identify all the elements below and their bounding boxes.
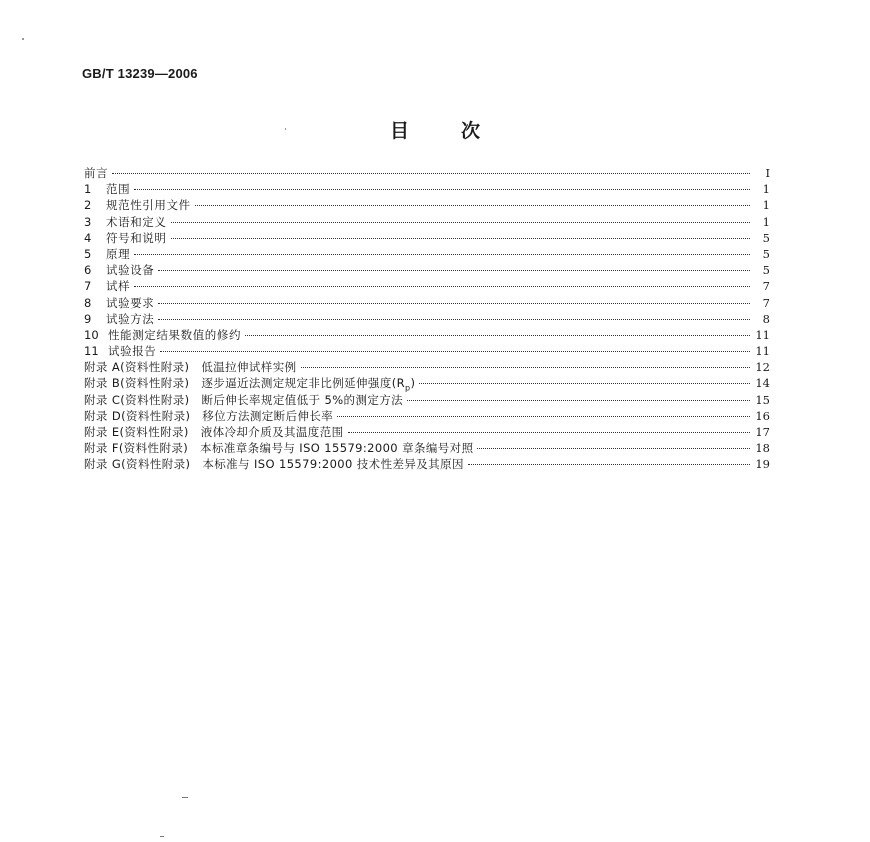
toc-entry-label-text: 试验报告 bbox=[108, 344, 157, 359]
toc-dot-leader bbox=[134, 286, 750, 287]
toc-dot-leader bbox=[301, 367, 751, 368]
toc-entry-number: 6 bbox=[84, 263, 92, 278]
toc-entry-page: 16 bbox=[755, 408, 770, 423]
toc-entry-page: 7 bbox=[762, 279, 770, 294]
toc-dot-leader bbox=[158, 270, 750, 271]
toc-dot-leader bbox=[477, 448, 750, 449]
toc-dot-leader bbox=[158, 303, 750, 304]
standard-code: GB/T 13239—2006 bbox=[82, 66, 198, 81]
toc-dot-leader bbox=[468, 464, 750, 465]
toc-entry-label-text: 试样 bbox=[106, 279, 131, 294]
toc-entry-number: 10 bbox=[84, 327, 99, 342]
toc-entry-label-suffix: ) bbox=[410, 376, 416, 391]
toc-entry-label-text: 试验要求 bbox=[106, 295, 155, 310]
toc-entry-page: 11 bbox=[755, 327, 770, 342]
toc-entry bbox=[84, 181, 770, 197]
table-of-contents bbox=[84, 165, 770, 473]
toc-entry-label bbox=[106, 230, 167, 246]
toc-dot-leader bbox=[171, 238, 751, 239]
toc-entry-label bbox=[106, 214, 167, 230]
toc-entry bbox=[84, 246, 770, 262]
toc-entry-label bbox=[106, 311, 154, 327]
toc-entry-label-text: 附录 A(资料性附录) 低温拉伸试样实例 bbox=[84, 360, 297, 375]
toc-entry-page: 1 bbox=[762, 182, 770, 197]
toc-entry-page: 19 bbox=[755, 457, 770, 472]
toc-entry-label bbox=[106, 197, 191, 213]
toc-dot-leader bbox=[134, 254, 750, 255]
toc-entry-label-text: 附录 C(资料性附录) 断后伸长率规定值低于 5%的测定方法 bbox=[84, 392, 404, 407]
toc-entry-label bbox=[84, 359, 297, 375]
scan-speck bbox=[285, 128, 286, 130]
toc-entry bbox=[84, 165, 770, 181]
toc-entry-page: 15 bbox=[755, 392, 770, 407]
toc-dot-leader bbox=[245, 335, 750, 336]
toc-title-char-1: 目 bbox=[389, 120, 409, 142]
toc-entry-page: 7 bbox=[762, 295, 770, 310]
toc-entry bbox=[84, 262, 770, 278]
toc-dot-leader bbox=[134, 189, 750, 190]
toc-entry-page: 14 bbox=[755, 376, 770, 391]
scan-speck bbox=[182, 797, 188, 798]
toc-dot-leader bbox=[419, 383, 750, 384]
toc-entry-label-text: 原理 bbox=[106, 246, 131, 261]
toc-entry-number: 1 bbox=[84, 182, 92, 197]
toc-dot-leader bbox=[337, 416, 750, 417]
toc-entry-label bbox=[106, 181, 130, 197]
toc-entry-number: 7 bbox=[84, 279, 92, 294]
toc-entry-label-text: 规范性引用文件 bbox=[106, 198, 191, 213]
toc-entry bbox=[84, 392, 770, 408]
toc-entry-label bbox=[84, 440, 473, 456]
toc-entry-label-text: 试验设备 bbox=[106, 263, 155, 278]
toc-entry-number: 4 bbox=[84, 230, 92, 245]
toc-entry-label-text: 前言 bbox=[84, 166, 109, 180]
toc-entry-label bbox=[84, 165, 108, 181]
toc-dot-leader bbox=[158, 319, 750, 320]
toc-entry bbox=[84, 375, 770, 391]
toc-entry bbox=[84, 456, 770, 472]
toc-entry-number: 11 bbox=[84, 344, 99, 359]
toc-entry-label-text: 附录 D(资料性附录) 移位方法测定断后伸长率 bbox=[84, 408, 334, 423]
toc-entry-label bbox=[84, 392, 403, 408]
toc-entry-page: 1 bbox=[762, 198, 770, 213]
toc-entry-number: 5 bbox=[84, 246, 92, 261]
toc-entry-page: 18 bbox=[755, 441, 770, 456]
toc-entry-label bbox=[106, 278, 130, 294]
toc-entry-label bbox=[106, 295, 154, 311]
toc-entry bbox=[84, 408, 770, 424]
toc-dot-leader bbox=[348, 432, 751, 433]
toc-entry-label-text: 附录 G(资料性附录) 本标准与 ISO 15579:2000 技术性差异及其原因 bbox=[84, 457, 464, 472]
toc-entry bbox=[84, 327, 770, 343]
toc-title-char-2: 次 bbox=[461, 120, 481, 142]
toc-entry bbox=[84, 230, 770, 246]
toc-entry-page: 11 bbox=[755, 344, 770, 359]
toc-entry-page: 5 bbox=[762, 230, 770, 245]
toc-entry-label bbox=[106, 246, 130, 262]
toc-entry-label bbox=[108, 327, 241, 343]
toc-entry-label bbox=[84, 408, 333, 424]
toc-entry-label bbox=[108, 343, 156, 359]
toc-entry-label-text: 附录 B(资料性附录) 逐步逼近法测定规定非比例延伸强度(R bbox=[84, 376, 405, 391]
toc-entry-label-text: 术语和定义 bbox=[106, 214, 167, 229]
toc-entry bbox=[84, 440, 770, 456]
toc-dot-leader bbox=[160, 351, 750, 352]
toc-entry-page: 12 bbox=[755, 360, 770, 375]
toc-entry bbox=[84, 311, 770, 327]
toc-entry-page: 17 bbox=[755, 425, 770, 439]
toc-entry bbox=[84, 424, 770, 440]
toc-entry-number: 3 bbox=[84, 214, 92, 229]
toc-entry-number: 2 bbox=[84, 198, 92, 213]
toc-entry-page: 5 bbox=[762, 246, 770, 261]
toc-entry-label-text: 试验方法 bbox=[106, 311, 155, 326]
toc-entry bbox=[84, 295, 770, 311]
toc-title bbox=[0, 116, 870, 143]
toc-dot-leader bbox=[195, 205, 750, 206]
toc-entry-number: 8 bbox=[84, 295, 92, 310]
toc-entry bbox=[84, 359, 770, 375]
toc-entry bbox=[84, 343, 770, 359]
toc-entry bbox=[84, 278, 770, 294]
toc-entry-label bbox=[84, 424, 344, 440]
toc-entry-label-text: 符号和说明 bbox=[106, 230, 167, 245]
toc-entry bbox=[84, 214, 770, 230]
toc-entry-page: 8 bbox=[762, 311, 770, 326]
toc-entry-page: 1 bbox=[762, 214, 770, 229]
toc-entry-label bbox=[84, 456, 464, 472]
toc-entry-label-text: 附录 E(资料性附录) 液体冷却介质及其温度范围 bbox=[84, 425, 344, 439]
toc-dot-leader bbox=[112, 173, 750, 174]
toc-entry-page: I bbox=[765, 166, 770, 180]
toc-dot-leader bbox=[407, 400, 750, 401]
toc-entry-label-text: 性能测定结果数值的修约 bbox=[108, 327, 242, 342]
scan-speck bbox=[22, 38, 24, 40]
toc-entry-label bbox=[106, 262, 154, 278]
toc-entry-label-text: 附录 F(资料性附录) 本标准章条编号与 ISO 15579:2000 章条编号对照 bbox=[84, 441, 474, 456]
toc-entry-label-text: 范围 bbox=[106, 182, 131, 197]
toc-dot-leader bbox=[171, 222, 751, 223]
scan-speck bbox=[160, 836, 164, 837]
toc-entry-page: 5 bbox=[762, 263, 770, 278]
toc-entry-label-subscript: p bbox=[405, 383, 411, 393]
toc-entry-number: 9 bbox=[84, 311, 92, 326]
toc-entry bbox=[84, 197, 770, 213]
